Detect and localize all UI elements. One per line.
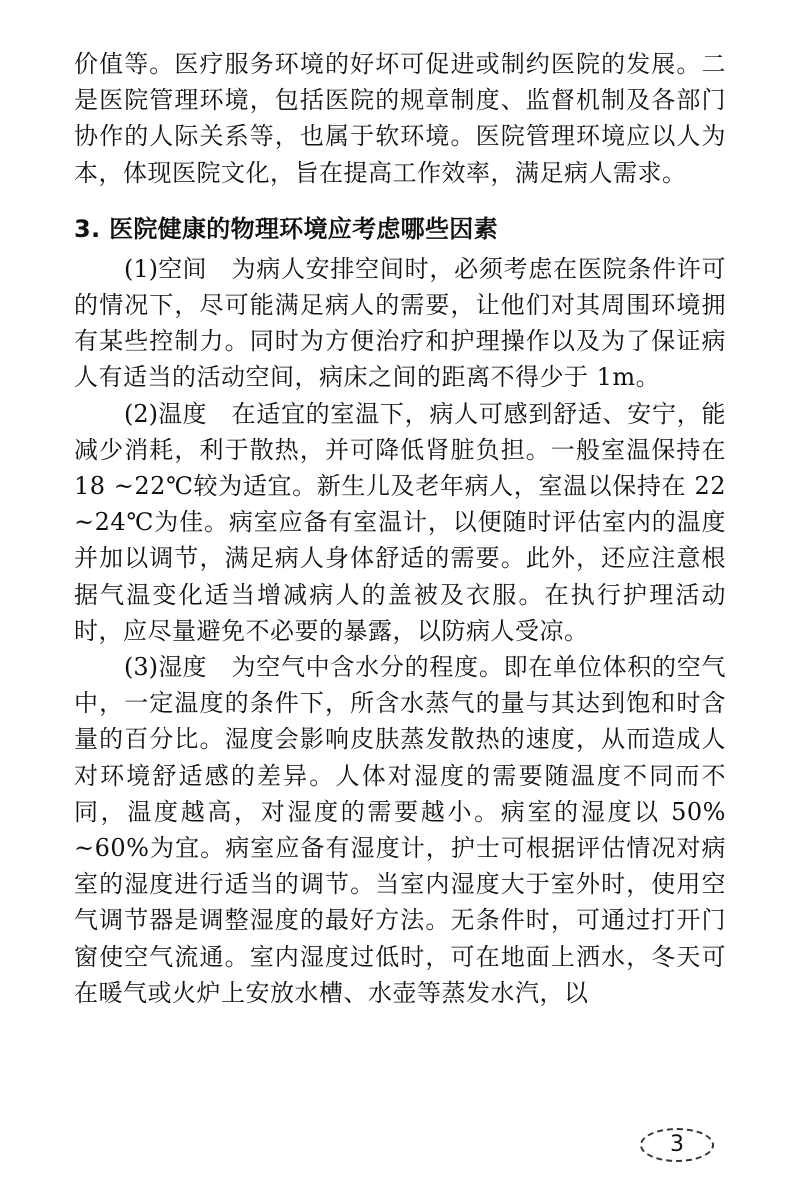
page-number: 3: [640, 1128, 714, 1162]
humidity-text: 为空气中含水分的程度。即在单位体积的空气中，一定温度的条件下，所含水蒸气的量与其达到饱和时含量的百分比。湿度会影响皮肤蒸发散热的速度，从而造成人对环境舒适感的差异。人体对湿度的需要随温度不同而不同，温度越高，对湿度的需要越小。病室的湿度以 50% ~60%为宜。病室应备有湿度计，护士可根据评估情况对病室的湿度进行适当的调节。当室内湿度大于室外时，使用空气调节器是调整湿度的最好方法。无条件时，可通过打开门窗使空气流通。室内湿度过低时，可在地面上洒水，冬天可在暖气或火炉上安放水槽、水壶等蒸发水汽，以: [74, 653, 727, 1007]
space-text: 为病人安排空间时，必须考虑在医院条件许可的情况下，尽可能满足病人的需要，让他们对其周围环境拥有某些控制力。同时为方便治疗和护理操作以及为了保证病人有适当的活动空间，病床之间的距离不得少于 1m。: [74, 254, 727, 392]
humidity-label: (3)湿度: [124, 653, 207, 682]
space-label: (1)空间: [124, 254, 207, 283]
humidity-paragraph: [74, 649, 726, 1011]
intro-paragraph: 价值等。医疗服务环境的好坏可促进或制约医院的发展。二是医院管理环境，包括医院的规章制度、监督机制及各部门协作的人际关系等，也属于软环境。医院管理环境应以人为本，体现医院文化，旨在提高工作效率，满足病人需求。: [74, 50, 726, 187]
temperature-text: 在适宜的室温下，病人可感到舒适、安宁，能减少消耗，利于散热，并可降低肾脏负担。一般室温保持在 18 ~22℃较为适宜。新生儿及老年病人，室温以保持在 22 ~24℃为佳。病室应备有室温计，以便随时评估室内的温度并加以调节，满足病人身体舒适的需要。此外，还应注意根据气温变化适当增减病人的盖被及衣服。在执行护理活动时，应尽量避免不必要的暴露，以防病人受凉。: [74, 399, 727, 645]
section-heading: 3. 医院健康的物理环境应考虑哪些因素: [74, 214, 498, 243]
document-body: [74, 46, 726, 1011]
temperature-paragraph: [74, 396, 726, 649]
space-paragraph: [74, 251, 726, 396]
temperature-label: (2)温度: [124, 399, 207, 428]
